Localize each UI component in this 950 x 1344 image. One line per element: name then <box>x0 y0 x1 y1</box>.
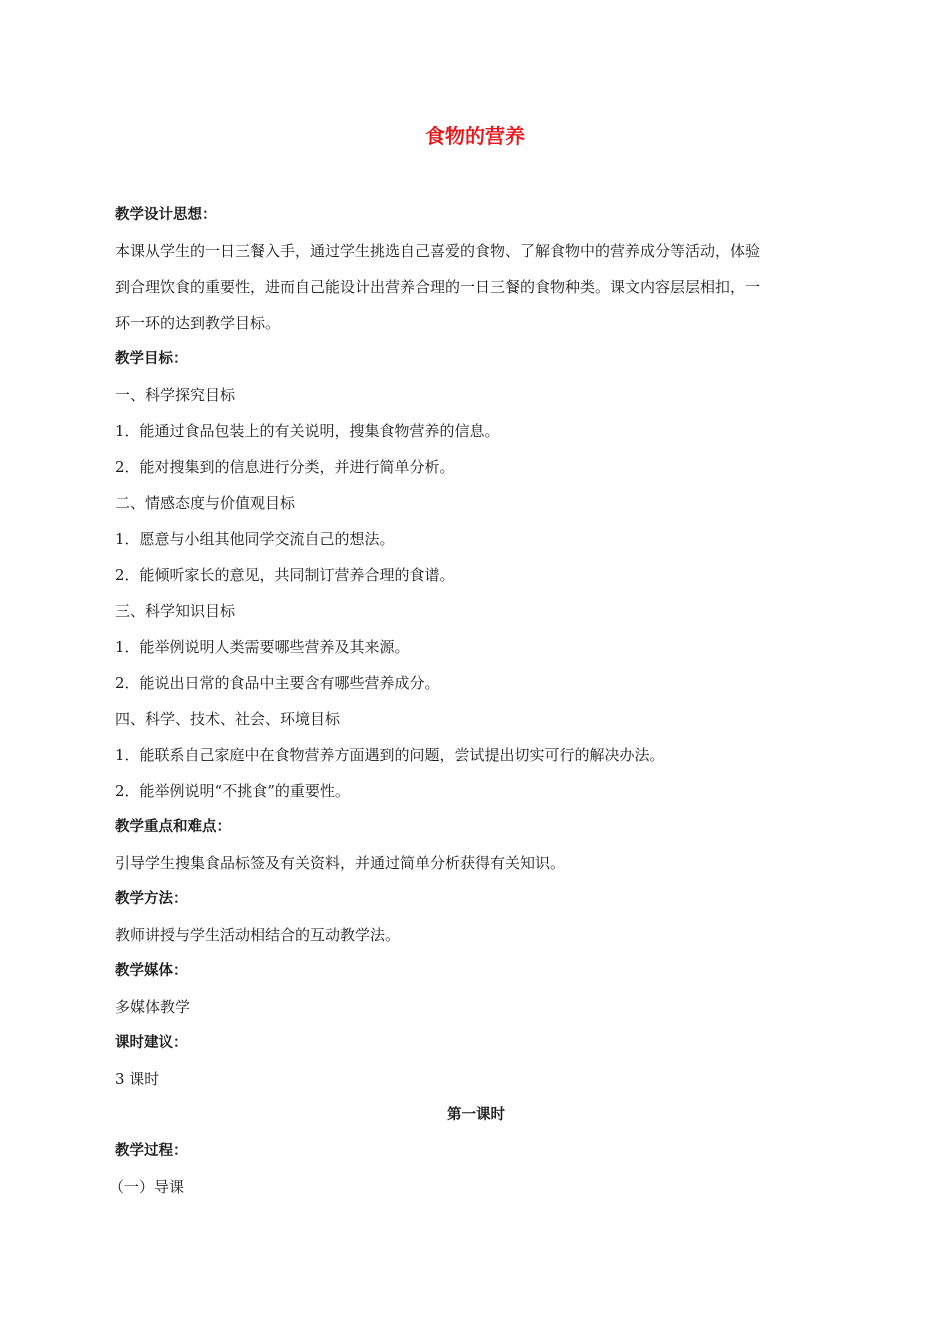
key-points-text: 引导学生搜集食品标签及有关资料，并通过简单分析获得有关知识。 <box>115 854 566 872</box>
document-title: 食物的营养 <box>425 124 525 148</box>
hours-heading: 课时建议： <box>115 1035 188 1051</box>
hours-text: 3 课时 <box>115 1070 160 1088</box>
design-heading: 教学设计思想： <box>115 207 217 223</box>
lesson-title: 第一课时 <box>447 1107 505 1123</box>
design-text-line-2: 到合理饮食的重要性，进而自己能设计出营养合理的一日三餐的食物种类。课文内容层层相扣，一 <box>115 278 761 296</box>
goal-item: 1．能通过食品包装上的有关说明，搜集食物营养的信息。 <box>115 422 500 440</box>
document-body <box>109 197 837 1205</box>
design-text-line-1: 本课从学生的一日三餐入手，通过学生挑选自己喜爱的食物、了解食物中的营养成分等活动，体验 <box>115 242 761 260</box>
goal-section-title: 四、科学、技术、社会、环境目标 <box>115 710 341 728</box>
goal-item: 2．能对搜集到的信息进行分类，并进行简单分析。 <box>115 458 455 476</box>
goal-section-title: 一、科学探究目标 <box>115 386 236 404</box>
key-points-heading: 教学重点和难点： <box>115 819 231 835</box>
process-heading: 教学过程： <box>115 1143 188 1159</box>
goal-section-title: 二、情感态度与价值观目标 <box>115 494 296 512</box>
goal-item: 2．能倾听家长的意见，共同制订营养合理的食谱。 <box>115 566 455 584</box>
process-step: （一）导课 <box>109 1178 185 1196</box>
goal-item: 1．能举例说明人类需要哪些营养及其来源。 <box>115 638 410 656</box>
method-heading: 教学方法： <box>115 891 188 907</box>
goal-item: 1．能联系自己家庭中在食物营养方面遇到的问题，尝试提出切实可行的解决办法。 <box>115 746 665 764</box>
goal-section-title: 三、科学知识目标 <box>115 602 236 620</box>
goals-heading: 教学目标： <box>115 351 188 367</box>
goal-item: 2．能举例说明“不挑食”的重要性。 <box>115 782 350 800</box>
goal-item: 1．愿意与小组其他同学交流自己的想法。 <box>115 530 395 548</box>
media-text: 多媒体教学 <box>115 998 191 1016</box>
goal-item: 2．能说出日常的食品中主要含有哪些营养成分。 <box>115 674 440 692</box>
media-heading: 教学媒体： <box>115 963 188 979</box>
design-text-line-3: 环一环的达到教学目标。 <box>115 314 281 332</box>
method-text: 教师讲授与学生活动相结合的互动教学法。 <box>115 926 401 944</box>
